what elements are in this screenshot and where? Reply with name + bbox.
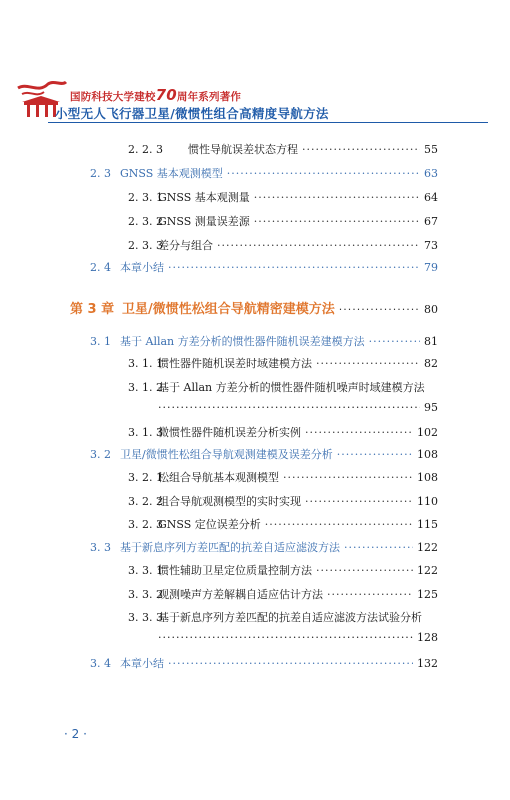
leader-dots [158,401,420,414]
toc-number: 3. 1. 3 [128,426,163,439]
leader-dots [283,471,413,484]
leader-dots [337,448,413,461]
page-number: · 2 · [64,727,87,741]
toc-number: 3. 2. 2 [128,495,163,508]
series-title [70,86,241,104]
toc-number: 3. 2 [90,448,111,461]
series-number: 70 [155,86,177,104]
toc-entry[interactable] [128,189,438,205]
toc-title: 本章小结 [120,261,164,274]
leader-dots [305,426,413,439]
toc-entry[interactable] [128,469,438,485]
toc-title: 基于新息序列方差匹配的抗差自适应滤波方法试验分析 [158,611,422,624]
toc-number: 3. 3 [90,541,111,554]
book-title: 小型无人飞行器卫星/微惯性组合高精度导航方法 [55,106,329,121]
toc-entry[interactable] [90,259,438,275]
toc-page: 115 [417,518,438,531]
toc-title: 基于新息序列方差匹配的抗差自适应滤波方法 [120,541,340,554]
toc-page: 95 [424,401,438,414]
toc-title: 微惯性器件随机误差分析实例 [158,426,301,439]
toc-page: 55 [424,143,438,156]
toc-page: 80 [424,303,438,316]
toc-title: 基于 Allan 方差分析的惯性器件随机误差建模方法 [120,335,365,348]
toc-page: 132 [417,657,438,670]
toc-title: 松组合导航基本观测模型 [158,471,279,484]
toc-number: 3. 2. 1 [128,471,163,484]
toc-page: 102 [417,426,438,439]
toc-number: 2. 3. 3 [128,239,163,252]
toc-title: 本章小结 [120,657,164,670]
toc-entry[interactable] [90,446,438,462]
toc-entry[interactable] [128,493,438,509]
header-rule [48,122,488,123]
toc-page: 63 [424,167,438,180]
leader-dots [344,541,413,554]
toc-entry-continuation [158,631,438,644]
leader-dots [327,588,413,601]
toc-page: 81 [424,335,438,348]
toc-page: 128 [417,631,438,644]
leader-dots [254,215,420,228]
leader-dots [254,191,420,204]
toc-number: 3. 1 [90,335,111,348]
toc-page: 79 [424,261,438,274]
toc-title: 基于 Allan 方差分析的惯性器件随机噪声时域建模方法 [158,381,425,394]
toc-entry[interactable] [90,655,438,671]
toc-number: 3. 3. 1 [128,564,163,577]
toc-title: GNSS 基本观测模型 [120,167,223,180]
toc-entry[interactable] [128,141,438,157]
toc-entry[interactable] [128,424,438,440]
toc-entry[interactable] [128,355,438,371]
toc-entry[interactable] [128,516,438,532]
toc-page: 82 [424,357,438,370]
toc-title: 惯性器件随机误差时域建模方法 [158,357,312,370]
toc-entry-continuation [158,401,438,414]
toc-number: 3. 1. 1 [128,357,163,370]
toc-entry[interactable] [128,237,438,253]
toc-page: 67 [424,215,438,228]
toc-title: GNSS 基本观测量 [158,191,250,204]
toc-page: 73 [424,239,438,252]
toc-number: 2. 3. 1 [128,191,163,204]
toc-number: 2. 2. 3 [128,143,163,156]
leader-dots [305,495,413,508]
toc-title: 组合导航观测模型的实时实现 [158,495,301,508]
leader-dots [369,335,420,348]
leader-dots [168,657,413,670]
leader-dots [316,564,413,577]
toc-entry[interactable] [90,539,438,555]
toc-title: 惯性导航误差状态方程 [188,143,298,156]
leader-dots [168,261,420,274]
toc-title: GNSS 测量误差源 [158,215,250,228]
leader-dots [339,303,420,316]
leader-dots [217,239,420,252]
toc-entry[interactable] [90,333,438,349]
chapter-number: 第 3 章 [70,302,115,317]
toc-number: 3. 1. 2 [128,381,163,394]
toc-page: 108 [417,471,438,484]
series-suffix: 周年系列著作 [176,91,242,103]
toc-number: 3. 3. 2 [128,588,163,601]
toc-number: 3. 2. 3 [128,518,163,531]
leader-dots [316,357,420,370]
toc-page: 64 [424,191,438,204]
toc-entry[interactable] [128,379,438,395]
toc-title: 差分与组合 [158,239,213,252]
toc-number: 3. 3. 3 [128,611,163,624]
series-prefix: 国防科技大学建校 [70,91,156,103]
leader-dots [227,167,420,180]
toc-page: 108 [417,448,438,461]
toc-title: 卫星/微惯性松组合导航观测建模及误差分析 [120,448,333,461]
chapter-title: 卫星/微惯性松组合导航精密建模方法 [122,302,335,317]
toc-page: 122 [417,564,438,577]
page-header [0,0,510,130]
leader-dots [302,143,420,156]
leader-dots [265,518,413,531]
toc-number: 3. 4 [90,657,111,670]
toc-page: 125 [417,588,438,601]
toc-title: 惯性辅助卫星定位质量控制方法 [158,564,312,577]
toc-chapter-entry[interactable] [70,298,438,317]
toc-title: 观测噪声方差解耦自适应估计方法 [158,588,323,601]
toc-page: 122 [417,541,438,554]
toc-entry[interactable] [128,609,438,625]
toc-number: 2. 4 [90,261,111,274]
toc-title: GNSS 定位误差分析 [158,518,261,531]
toc-entry[interactable] [90,165,438,181]
leader-dots [158,631,413,644]
toc-entry[interactable] [128,213,438,229]
toc-entry[interactable] [128,586,438,602]
toc-number: 2. 3 [90,167,111,180]
toc-entry[interactable] [128,562,438,578]
toc-number: 2. 3. 2 [128,215,163,228]
toc-page: 110 [417,495,438,508]
